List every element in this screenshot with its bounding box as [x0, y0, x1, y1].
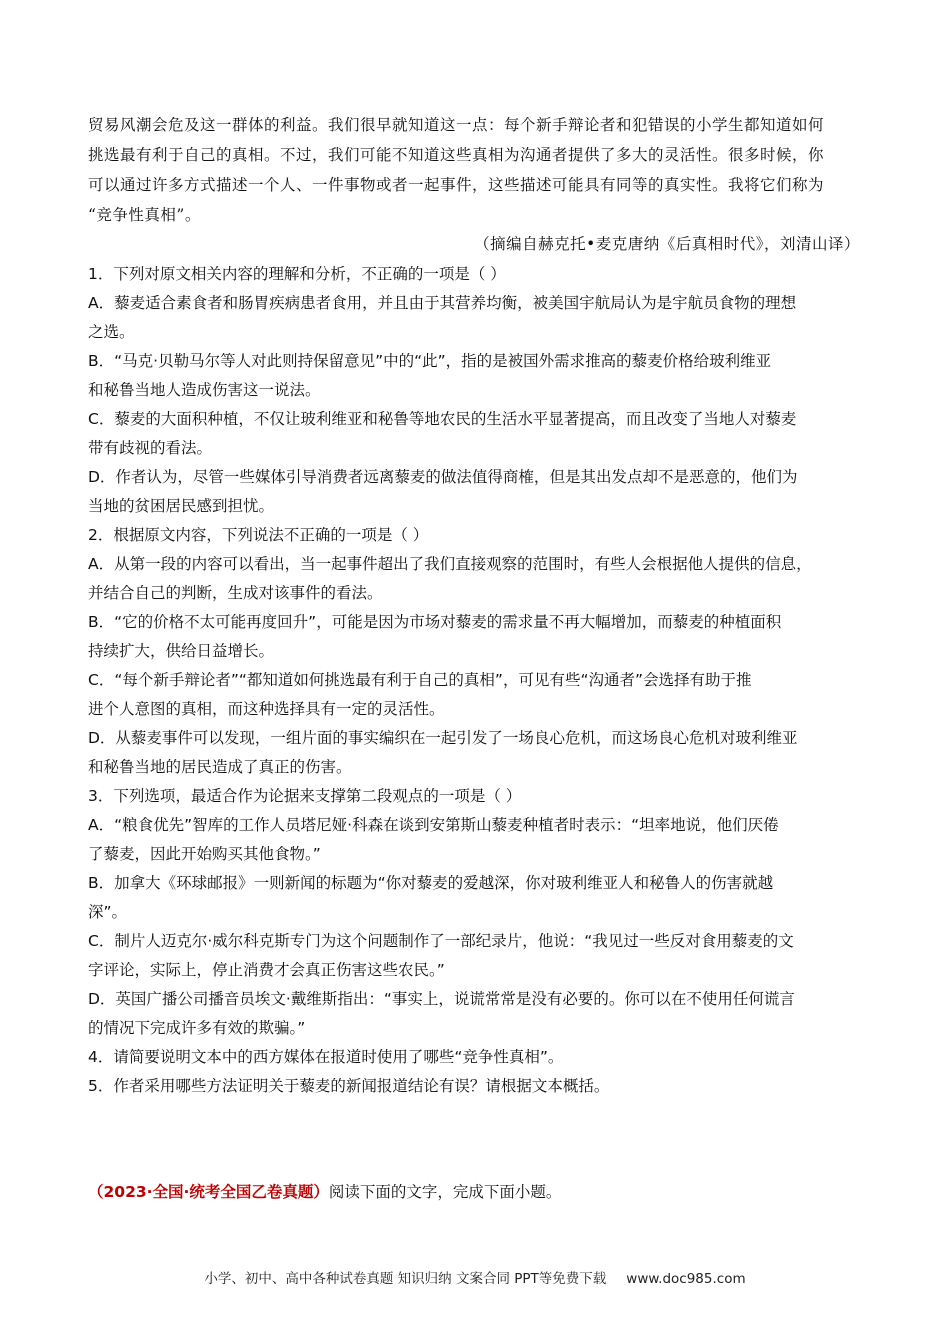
passage-excerpt	[88, 110, 863, 230]
question-stem: 4．请简要说明文本中的西方媒体在报道时使用了哪些“竞争性真相”。	[88, 1048, 564, 1066]
option-line: 和秘鲁当地人造成伤害这一说法。	[88, 381, 321, 399]
question-list	[88, 260, 863, 1101]
option-line: A．“粮食优先”智库的工作人员塔尼娅·科森在谈到安第斯山藜麦种植者时表示：“坦率地说，他们厌倦	[88, 816, 779, 834]
option-line: B．“它的价格不太可能再度回升”，可能是因为市场对藜麦的需求量不再大幅增加，而藜麦的种植面积	[88, 613, 782, 631]
page-footer	[0, 1267, 950, 1287]
passage-line: 挑选最有利于自己的真相。不过，我们可能不知道这些真相为沟通者提供了多大的灵活性。很多时候，你	[88, 146, 825, 164]
option-line: C．制片人迈克尔·威尔科克斯专门为这个问题制作了一部纪录片，他说：“我见过一些反对食用藜麦的文	[88, 932, 794, 950]
question-stem: 2．根据原文内容，下列说法不正确的一项是（ ）	[88, 526, 429, 544]
option-line: 带有歧视的看法。	[88, 439, 213, 457]
option-line: D．从藜麦事件可以发现，一组片面的事实编织在一起引发了一场良心危机，而这场良心危机对玻利维亚	[88, 729, 798, 747]
option-line: 进个人意图的真相，而这种选择具有一定的灵活性。	[88, 700, 445, 718]
option-line: C．“每个新手辩论者”“都知道如何挑选最有利于自己的真相”，可见有些“沟通者”会选择有助于推	[88, 671, 752, 689]
option-line: 和秘鲁当地的居民造成了真正的伤害。	[88, 758, 352, 776]
question-stem: 5．作者采用哪些方法证明关于藜麦的新闻报道结论有误？请根据文本概括。	[88, 1077, 610, 1095]
passage-source: （摘编自赫克托•麦克唐纳《后真相时代》，刘清山译）	[474, 235, 860, 253]
exam-source-tag: （2023·全国·统考全国乙卷真题）	[88, 1183, 329, 1201]
option-line: 之选。	[88, 323, 135, 341]
option-line: 深”。	[88, 903, 128, 921]
option-line: 当地的贫困居民感到担忧。	[88, 497, 275, 515]
question-stem: 3．下列选项，最适合作为论据来支撑第二段观点的一项是（ ）	[88, 787, 522, 805]
option-line: 字评论，实际上，停止消费才会真正伤害这些农民。”	[88, 961, 445, 979]
option-line: A．从第一段的内容可以看出，当一起事件超出了我们直接观察的范围时，有些人会根据他人提供的信息，	[88, 555, 812, 573]
option-line: B．“马克·贝勒马尔等人对此则持保留意见”中的“此”，指的是被国外需求推高的藜麦价格给玻利维亚	[88, 352, 772, 370]
passage-line: 贸易风潮会危及这一群体的利益。我们很早就知道这一点：每个新手辩论者和犯错误的小学生都知道如何	[88, 116, 825, 134]
passage-line: “竞争性真相”。	[88, 206, 201, 224]
option-line: 的情况下完成许多有效的欺骗。”	[88, 1019, 306, 1037]
option-line: A．藜麦适合素食者和肠胃疾病患者食用，并且由于其营养均衡，被美国宇航局认为是宇航员食物的理想	[88, 294, 797, 312]
next-section-instruction: 阅读下面的文字，完成下面小题。	[328, 1183, 562, 1201]
question-stem: 1．下列对原文相关内容的理解和分析，不正确的一项是（ ）	[88, 265, 506, 283]
option-line: D．英国广播公司播音员埃文·戴维斯指出：“事实上，说谎常常是没有必要的。你可以在不使用任何谎言	[88, 990, 795, 1008]
option-line: B．加拿大《环球邮报》一则新闻的标题为“你对藜麦的爱越深，你对玻利维亚人和秘鲁人的伤害就越	[88, 874, 774, 892]
footer-url[interactable]: www.doc985.com	[626, 1271, 746, 1287]
option-line: D．作者认为，尽管一些媒体引导消费者远离藜麦的做法值得商榷，但是其出发点却不是恶意的，他们为	[88, 468, 798, 486]
option-line: 持续扩大，供给日益增长。	[88, 642, 275, 660]
footer-text: 小学、初中、高中各种试卷真题 知识归纳 文案合同 PPT等免费下载	[204, 1271, 607, 1287]
option-line: C．藜麦的大面积种植，不仅让玻利维亚和秘鲁等地农民的生活水平显著提高，而且改变了当地人对藜麦	[88, 410, 797, 428]
next-section-intro	[88, 1180, 561, 1202]
passage-line: 可以通过许多方式描述一个人、一件事物或者一起事件，这些描述可能具有同等的真实性。我将它们称为	[88, 176, 825, 194]
option-line: 了藜麦，因此开始购买其他食物。”	[88, 845, 321, 863]
option-line: 并结合自己的判断，生成对该事件的看法。	[88, 584, 383, 602]
